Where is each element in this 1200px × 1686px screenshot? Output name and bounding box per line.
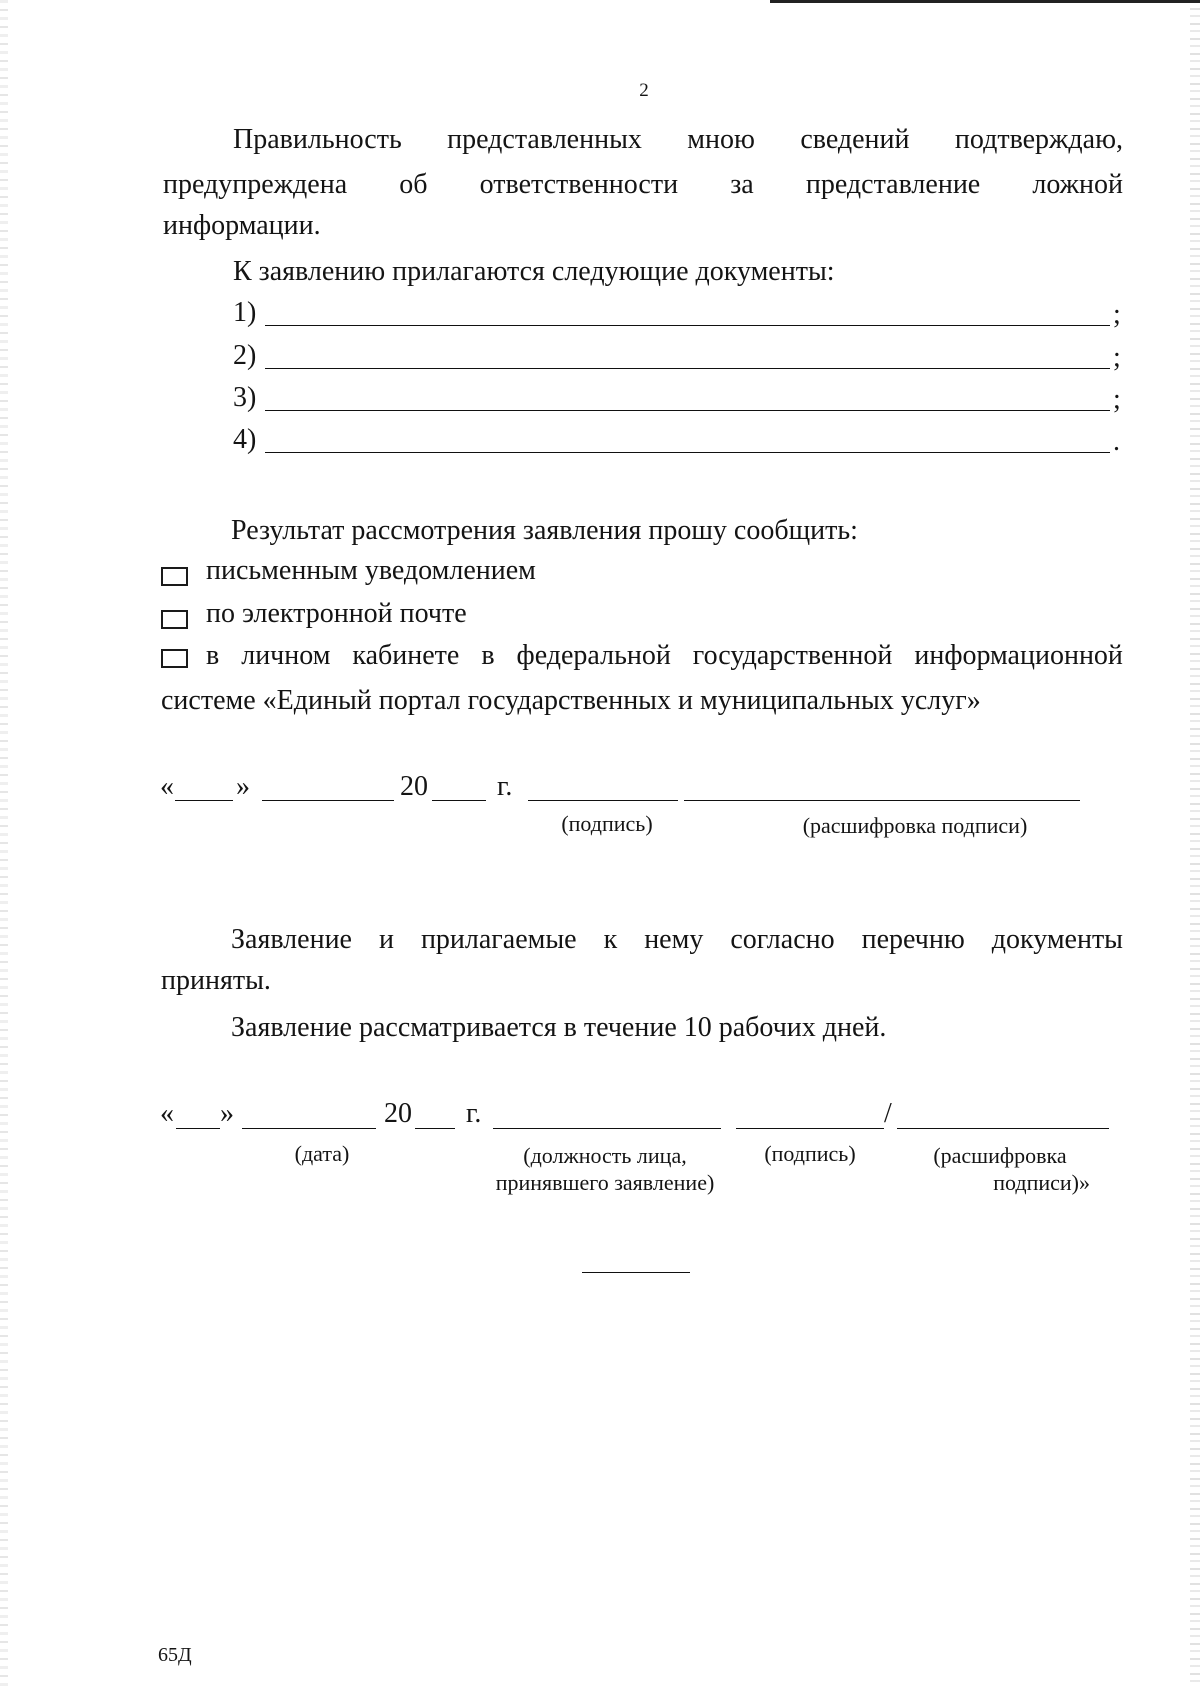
word: Заявление — [231, 924, 352, 955]
word: прилагаемые — [420, 924, 577, 955]
applicant-day-field[interactable] — [175, 800, 233, 801]
word: сведений — [800, 124, 910, 155]
caption-official-signature: (подпись) — [764, 1141, 856, 1166]
attachment-end-mark: . — [1113, 426, 1120, 457]
option-personal-account-line-1 — [206, 640, 1123, 672]
top-rule — [770, 0, 1200, 3]
word: в — [206, 640, 220, 671]
official-position-field[interactable] — [493, 1128, 721, 1129]
word: Правильность — [233, 124, 402, 155]
word: документы — [991, 924, 1123, 955]
caption-date: (дата) — [294, 1141, 350, 1166]
caption-position — [475, 1142, 735, 1196]
official-quote-open: « — [160, 1098, 174, 1129]
word: государственной — [692, 640, 893, 671]
word: за — [730, 169, 754, 200]
attachment-number: 4) — [233, 424, 257, 455]
option-email: по электронной почте — [206, 598, 467, 629]
word: об — [399, 169, 428, 200]
word: согласно — [730, 924, 835, 955]
word: предупреждена — [163, 169, 348, 200]
word: в — [481, 640, 495, 671]
word: перечню — [861, 924, 965, 955]
option-written-notice: письменным уведомлением — [206, 555, 536, 586]
word: федеральной — [516, 640, 671, 671]
caption-applicant-decoding: (расшифровка подписи) — [802, 813, 1028, 838]
applicant-month-field[interactable] — [262, 800, 394, 801]
applicant-year-field[interactable] — [432, 800, 486, 801]
word: представленных — [447, 124, 642, 155]
caption-applicant-signature: (подпись) — [561, 811, 653, 836]
checkbox-written-notice[interactable] — [161, 567, 188, 586]
option-personal-account-line-2: системе «Единый портал государственных и муниципальных услуг» — [161, 685, 981, 716]
official-year-prefix: 20 — [384, 1098, 412, 1129]
official-slash: / — [884, 1098, 892, 1129]
applicant-year-suffix: г. — [497, 771, 513, 802]
word: информационной — [914, 640, 1123, 671]
acceptance-line-2: приняты. — [161, 965, 271, 996]
official-year-suffix: г. — [466, 1098, 482, 1129]
word: к — [603, 924, 618, 955]
word: кабинете — [352, 640, 460, 671]
attachment-item-4 — [233, 424, 1123, 460]
scan-edge-right — [1190, 0, 1200, 1686]
checkbox-personal-account[interactable] — [161, 649, 188, 668]
caption-decoding-line-2: подписи)» — [993, 1170, 1090, 1195]
attachment-fill-line[interactable] — [265, 368, 1110, 369]
caption-decoding-line-1: (расшифровка — [933, 1143, 1067, 1168]
applicant-quote-close: » — [236, 771, 250, 802]
applicant-quote-open: « — [160, 771, 174, 802]
attachment-number: 1) — [233, 297, 257, 328]
word: ложной — [1032, 169, 1123, 200]
attachment-item-1 — [233, 297, 1123, 333]
review-period: Заявление рассматривается в течение 10 рабочих дней. — [231, 1012, 887, 1043]
caption-position-line-2: принявшего заявление) — [495, 1170, 715, 1195]
attachment-end-mark: ; — [1113, 299, 1121, 330]
footer-code: 65Д — [158, 1644, 192, 1666]
page-number: 2 — [639, 80, 649, 101]
word: ответственности — [479, 169, 679, 200]
official-decoding-field[interactable] — [897, 1128, 1109, 1129]
word: нему — [644, 924, 704, 955]
attachment-fill-line[interactable] — [265, 452, 1110, 453]
applicant-signature-field[interactable] — [528, 800, 678, 801]
word: подтверждаю, — [954, 124, 1123, 155]
confirmation-line-3: информации. — [163, 210, 321, 241]
result-heading: Результат рассмотрения заявления прошу сообщить: — [231, 515, 858, 546]
attachment-item-3 — [233, 382, 1123, 418]
closing-rule — [582, 1272, 690, 1273]
official-day-field[interactable] — [176, 1128, 220, 1129]
attachment-end-mark: ; — [1113, 342, 1121, 373]
official-quote-close: » — [220, 1098, 234, 1129]
attachment-number: 3) — [233, 382, 257, 413]
checkbox-email[interactable] — [161, 610, 188, 629]
attachment-item-2 — [233, 340, 1123, 376]
confirmation-line-2 — [163, 169, 1123, 201]
official-signature-field[interactable] — [736, 1128, 884, 1129]
attachment-fill-line[interactable] — [265, 325, 1110, 326]
word: и — [378, 924, 394, 955]
scan-edge-left — [0, 0, 8, 1686]
caption-position-line-1: (должность лица, — [523, 1143, 687, 1168]
acceptance-line-1 — [231, 924, 1123, 956]
caption-official-decoding — [910, 1142, 1090, 1196]
official-month-field[interactable] — [242, 1128, 376, 1129]
confirmation-line-1 — [233, 124, 1123, 156]
applicant-decoding-field[interactable] — [684, 800, 1080, 801]
attachment-end-mark: ; — [1113, 384, 1121, 415]
official-year-field[interactable] — [415, 1128, 455, 1129]
attachments-heading: К заявлению прилагаются следующие документы: — [233, 256, 835, 287]
word: представление — [805, 169, 981, 200]
word: мною — [687, 124, 755, 155]
applicant-year-prefix: 20 — [400, 771, 428, 802]
attachment-fill-line[interactable] — [265, 410, 1110, 411]
attachment-number: 2) — [233, 340, 257, 371]
word: личном — [241, 640, 331, 671]
